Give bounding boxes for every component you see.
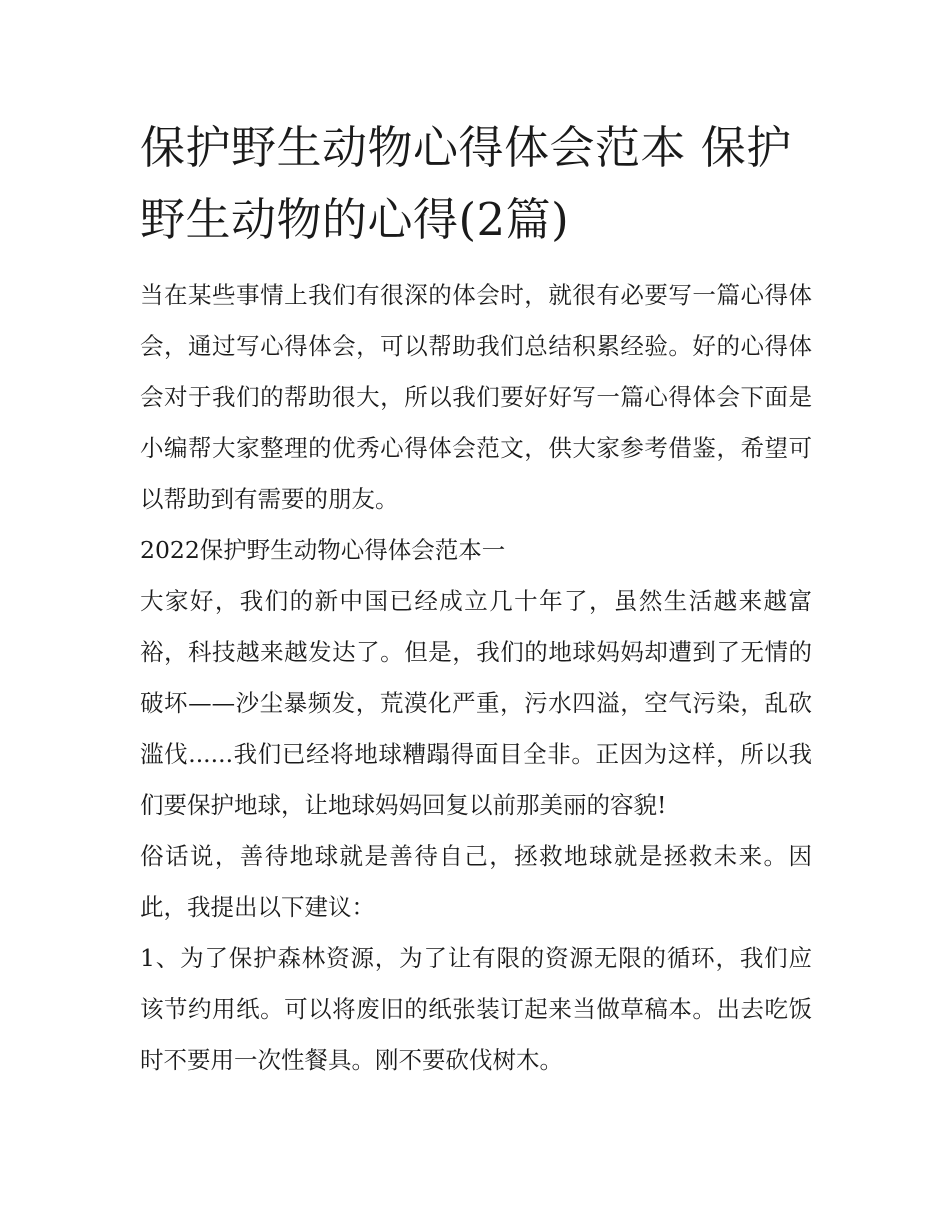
intro-paragraph: 当在某些事情上我们有很深的体会时，就很有必要写一篇心得体会，通过写心得体会，可以帮助我们总结积累经验。好的心得体会对于我们的帮助很大，所以我们要好好写一篇心得体会下面是小编帮大家整理的优秀心得体会范文，供大家参考借鉴，希望可以帮助到有需要的朋友。 — [140, 281, 812, 513]
list-item: 1、为了保护森林资源，为了让有限的资源无限的循环，我们应该节约用纸。可以将废旧的纸张装订起来当做草稿本。出去吃饭时不要用一次性餐具。刚不要砍伐树木。 — [140, 944, 812, 1074]
document-body — [140, 112, 812, 1086]
section-heading: 2022保护野生动物心得体会范本一 — [140, 536, 506, 564]
document-title: 保护野生动物心得体会范本 保护野生动物的心得(2篇) — [140, 121, 792, 246]
body-paragraph: 大家好，我们的新中国已经成立几十年了，虽然生活越来越富裕，科技越来越发达了。但是，我们的地球妈妈却遭到了无情的破坏——沙尘暴频发，荒漠化严重，污水四溢，空气污染，乱砍滥伐......我们已经将地球糟蹋得面目全非。正因为这样，所以我们要保护地球，让地球妈妈回复以前那美丽的容貌! — [140, 587, 812, 819]
body-paragraph: 俗话说，善待地球就是善待自己，拯救地球就是拯救未来。因此，我提出以下建议： — [140, 842, 812, 921]
